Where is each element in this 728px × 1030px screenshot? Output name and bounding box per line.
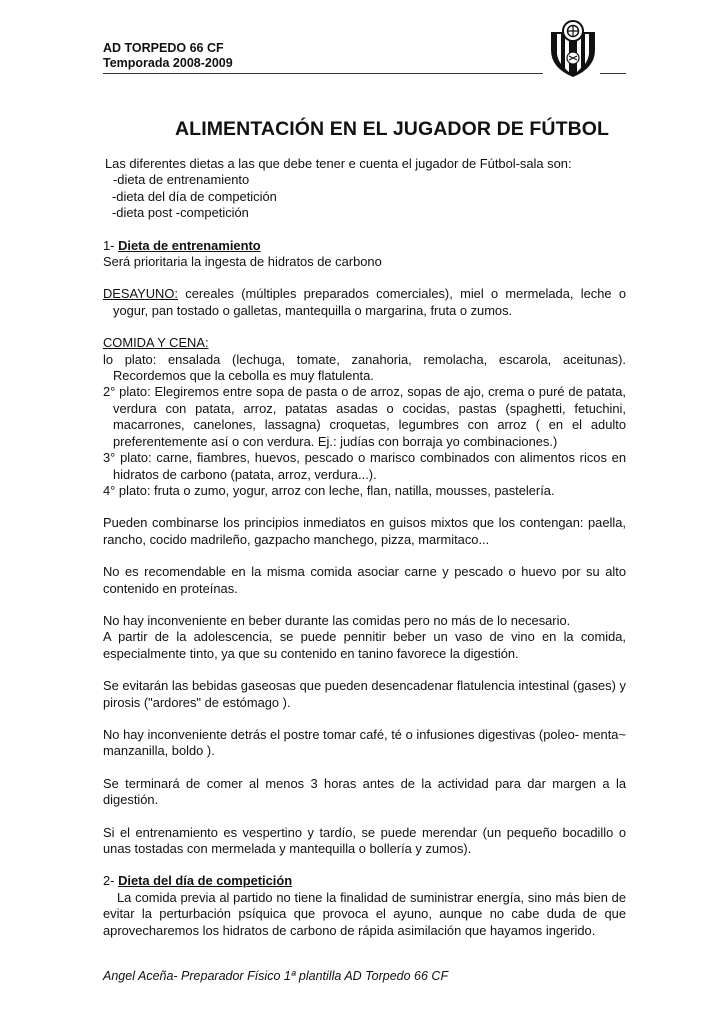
document-body: [103, 156, 626, 939]
breakfast-paragraph: [103, 286, 626, 319]
page-footer: Angel Aceña- Preparador Físico 1ª plantilla AD Torpedo 66 CF: [103, 969, 449, 983]
season-label: Temporada 2008-2009: [103, 56, 233, 70]
section2-number: 2-: [103, 873, 115, 889]
page-title: ALIMENTACIÓN EN EL JUGADOR DE FÚTBOL: [175, 118, 610, 140]
paragraph: Se terminará de comer al menos 3 horas antes de la actividad para dar margen a la digestión.: [103, 775, 626, 808]
intro-item: -dieta post -competición: [112, 205, 249, 221]
paragraph: A partir de la adolescencia, se puede pennitir beber un vaso de vino en la comida, especialmente tinto, ya que su contenido en tanino favorece la digestión.: [103, 629, 626, 661]
section1-title: Dieta de entrenamiento: [118, 237, 261, 253]
course-item: 2° plato: Elegiremos entre sopa de pasta o de arroz, sopas de ajo, crema o puré de patata, verdura con patata, arroz, patatas asadas o cocidas, pastas (spaghetti, fetuchini, macarrones, canelones, lassagna) croquetas, legumbres con arroz ( en el adulto preferentemente así o con verdura. Ej.: judías con borraja yo combinaciones.): [103, 384, 626, 449]
intro-item: -dieta de entrenamiento: [113, 172, 250, 188]
lunch-label: COMIDA Y CENA:: [103, 335, 209, 351]
course-item: 4° plato: fruta o zumo, yogur, arroz con leche, flan, natilla, mousses, pastelería.: [103, 482, 555, 498]
section1-number: 1-: [103, 237, 115, 253]
page-header: [103, 41, 233, 71]
paragraph: No hay inconveniente detrás el postre tomar café, té o infusiones digestivas (poleo- menta~ manzanilla, boldo ).: [103, 726, 626, 759]
breakfast-text: cereales (múltiples preparados comerciales), miel o mermelada, leche o yogur, pan tostado o galletas, mantequilla o margarina, fruta o zumos.: [113, 286, 626, 318]
section2-title: Dieta del día de competición: [118, 873, 293, 889]
club-crest-icon: [547, 20, 599, 78]
breakfast-label: DESAYUNO:: [103, 286, 178, 302]
section1-heading: [103, 238, 626, 254]
intro-text: Las diferentes dietas a las que debe tener e cuenta el jugador de Fútbol-sala son:: [105, 156, 572, 171]
section1-subtitle: Será prioritaria la ingesta de hidratos de carbono: [103, 254, 382, 270]
section2-text: La comida previa al partido no tiene la finalidad de suministrar energía, sino más bien de evitar la perturbación psíquica que provoca el ayuno, aunque no cabe duda de que aprovecharemos los hidratos de carbono de rápida asimilación que hayamos ingerido.: [103, 889, 626, 938]
intro-item: -dieta del día de competición: [112, 188, 277, 204]
header-rule-right: [600, 73, 626, 74]
paragraph: Se evitarán las bebidas gaseosas que pueden desencadenar flatulencia intestinal (gases) y pirosis ("ardores" de estómago ).: [103, 678, 626, 710]
paragraph: Pueden combinarse los principios inmediatos en guisos mixtos que los contengan: paella, rancho, cocido madrileño, gazpacho manchego, pizza, marmitaco...: [103, 515, 626, 547]
paragraph: No hay inconveniente en beber durante las comidas pero no más de lo necesario.: [103, 612, 571, 628]
club-name: AD TORPEDO 66 CF: [103, 41, 224, 55]
course-item: 3° plato: carne, fiambres, huevos, pescado o marisco combinados con alimentos ricos en hidratos de carbono (patata, arroz, verdura...).: [103, 450, 626, 482]
paragraph: No es recomendable en la misma comida asociar carne y pescado o huevo por su alto contenido en proteínas.: [103, 564, 626, 596]
paragraph: Si el entrenamiento es vespertino y tardío, se puede merendar (un pequeño bocadillo o unas tostadas con mermelada y mantequilla o bollería y zumos).: [103, 824, 626, 856]
header-rule: [103, 73, 543, 74]
section2-heading: [103, 873, 626, 889]
course-item: lo plato: ensalada (lechuga, tomate, zanahoria, remolacha, escarola, aceitunas). Recordemos que la cebolla es muy flatulenta.: [103, 351, 626, 384]
